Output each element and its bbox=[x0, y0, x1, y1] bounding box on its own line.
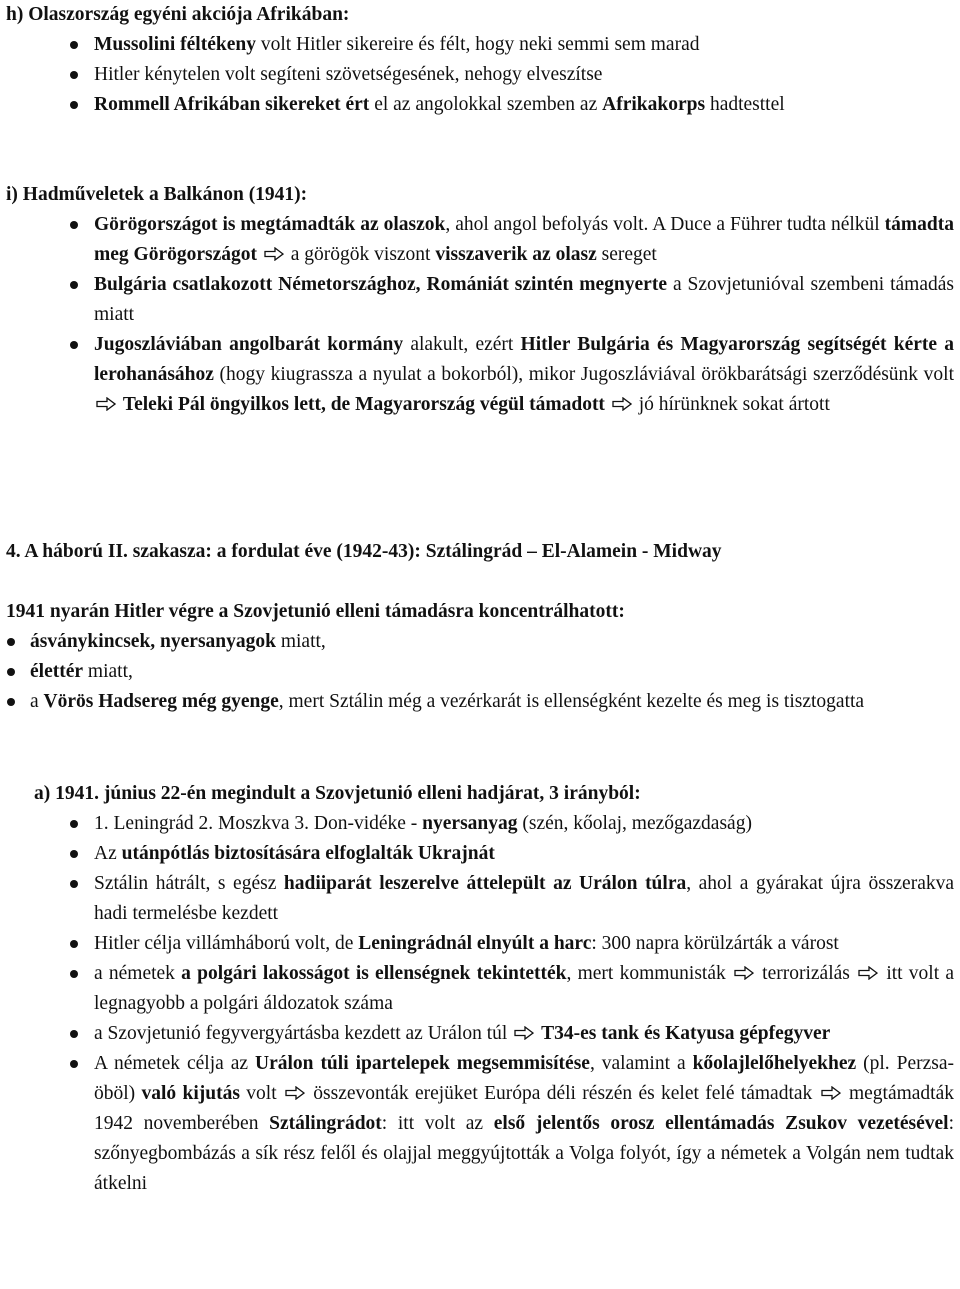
bold-text: Vörös Hadsereg még gyenge bbox=[43, 691, 279, 712]
section-a-list bbox=[0, 809, 960, 1199]
text: A németek célja az bbox=[94, 1053, 255, 1074]
bold-text: T34-es tank és Katyusa gépfegyver bbox=[541, 1023, 831, 1044]
bold-text: Görögországot is megtámadták az olaszok bbox=[94, 214, 446, 235]
text: , ahol a gyárakat újra összerakva hadi termelésbe kezdett bbox=[94, 873, 955, 924]
section-i-heading bbox=[6, 180, 956, 210]
text: hadtesttel bbox=[705, 94, 785, 115]
bold-text: Urálon túli ipartelepek megsemmisítése bbox=[254, 1053, 590, 1074]
text: (pl. Perzsa-öböl) bbox=[94, 1053, 954, 1104]
text: a görögök viszont bbox=[285, 244, 436, 265]
text: (szén, kőolaj, mezőgazdaság) bbox=[517, 813, 752, 834]
bold-text: Afrikakorps bbox=[602, 94, 706, 115]
bold-text: Mussolini féltékeny bbox=[94, 34, 256, 55]
list-item bbox=[0, 210, 960, 270]
text: a Szovjetunió fegyvergyártásba kezdett az Urálon túl bbox=[94, 1023, 513, 1044]
phase-heading bbox=[6, 537, 956, 567]
bold-text: Jugoszláviában angolbarát kormány bbox=[94, 334, 404, 355]
list-item bbox=[0, 30, 960, 60]
bold-text: Bulgária csatlakozott Németországhoz, Romániát szintén megnyerte bbox=[94, 274, 667, 295]
right-arrow-icon bbox=[612, 397, 632, 411]
text: volt bbox=[239, 1083, 283, 1104]
list-item bbox=[0, 60, 960, 90]
list-item bbox=[0, 657, 960, 687]
text: , valamint a bbox=[589, 1053, 693, 1074]
text: sereget bbox=[596, 244, 657, 265]
bold-text: való kijutás bbox=[141, 1083, 240, 1104]
section-h-list bbox=[0, 30, 960, 120]
text: Sztálin hátrált, s egész bbox=[94, 873, 284, 894]
bold-text: Hitler Bulgária és Magyarország segítségét kérte a lerohanásához bbox=[94, 334, 954, 385]
right-arrow-icon bbox=[858, 966, 878, 980]
bold-text: élettér bbox=[30, 661, 84, 682]
right-arrow-icon bbox=[514, 1026, 534, 1040]
text: 1. Leningrád 2. Moszkva 3. Don-vidéke - bbox=[94, 813, 423, 834]
bold-text: támadta meg Görögországot bbox=[94, 214, 954, 265]
list-item bbox=[0, 809, 960, 839]
section-h-block bbox=[0, 30, 960, 120]
reasons-heading-text: 1941 nyarán Hitler végre a Szovjetunió elleni támadásra koncentrálhatott: bbox=[6, 601, 625, 622]
section-h-heading-text: h) Olaszország egyéni akciója Afrikában: bbox=[6, 4, 350, 25]
list-item bbox=[0, 270, 960, 330]
section-a-block bbox=[0, 809, 960, 1199]
section-i-heading-text: i) Hadműveletek a Balkánon (1941): bbox=[6, 184, 308, 205]
list-item bbox=[0, 929, 960, 959]
list-item bbox=[0, 839, 960, 869]
bold-text: kőolajlelőhelyekhez bbox=[692, 1053, 857, 1074]
text: : szőnyegbombázás a sík rész felől és olajjal meggyújtották a Volga folyót, így a németek a Volgán nem tudtak átkelni bbox=[94, 1113, 954, 1194]
list-item bbox=[0, 1049, 960, 1199]
text: terrorizálás bbox=[755, 963, 857, 984]
text bbox=[605, 394, 610, 415]
bold-text: Rommell Afrikában sikereket ért bbox=[94, 94, 370, 115]
section-a-heading-text: a) 1941. június 22-én megindult a Szovjetunió elleni hadjárat, 3 irányból: bbox=[34, 783, 641, 804]
text: miatt, bbox=[275, 631, 326, 652]
right-arrow-icon bbox=[734, 966, 754, 980]
right-arrow-icon bbox=[264, 247, 284, 261]
section-a-heading bbox=[34, 779, 960, 809]
right-arrow-icon bbox=[821, 1086, 841, 1100]
reasons-list bbox=[0, 627, 960, 717]
text: , mert kommunisták bbox=[566, 963, 732, 984]
text: volt Hitler sikereire és félt, hogy neki semmi sem marad bbox=[255, 34, 700, 55]
list-item bbox=[0, 869, 960, 929]
text: miatt, bbox=[83, 661, 133, 682]
text: a Szovjetunióval szembeni támadás miatt bbox=[94, 274, 954, 325]
bold-text: Leningrádnál elnyúlt a harc bbox=[358, 933, 592, 954]
bold-text: nyersanyag bbox=[422, 813, 518, 834]
list-item bbox=[0, 627, 960, 657]
list-item bbox=[0, 959, 960, 1019]
text: , mert Sztálin még a vezérkarát is ellenségként kezelte és meg is tisztogatta bbox=[278, 691, 865, 712]
reasons-heading bbox=[6, 597, 956, 627]
text: jó hírünknek sokat ártott bbox=[633, 394, 830, 415]
text: itt volt a legnagyobb a polgári áldozatok száma bbox=[94, 963, 954, 1014]
right-arrow-icon bbox=[96, 397, 116, 411]
reasons-block bbox=[0, 627, 960, 717]
text bbox=[257, 244, 262, 265]
bold-text: hadiiparát leszerelve áttelepült az Urálon túlra bbox=[283, 873, 687, 894]
text: el az angolokkal szemben az bbox=[369, 94, 603, 115]
bold-text: visszaverik az olasz bbox=[435, 244, 597, 265]
text: : 300 napra körülzárták a várost bbox=[591, 933, 839, 954]
bold-text: Teleki Pál öngyilkos lett, de Magyarország végül támadott bbox=[122, 394, 605, 415]
text: alakult, ezért bbox=[403, 334, 521, 355]
text: a bbox=[30, 691, 44, 712]
bold-text: Sztálingrádot bbox=[269, 1113, 382, 1134]
list-item bbox=[0, 687, 960, 717]
text: a németek bbox=[94, 963, 182, 984]
text: összevonták erejüket Európa déli részén és kelet felé támadtak bbox=[306, 1083, 819, 1104]
text: Hitler célja villámháború volt, de bbox=[94, 933, 359, 954]
list-item bbox=[0, 90, 960, 120]
text: (hogy kiugrassza a nyulat a bokorból), mikor Jugoszláviával örökbarátsági szerződésünk volt bbox=[213, 364, 954, 385]
right-arrow-icon bbox=[285, 1086, 305, 1100]
bold-text: ásványkincsek, nyersanyagok bbox=[30, 631, 276, 652]
text: Hitler kénytelen volt segíteni szövetségesének, nehogy elveszítse bbox=[94, 64, 603, 85]
section-i-block bbox=[0, 210, 960, 420]
text: megtámadták 1942 novemberében bbox=[94, 1083, 955, 1134]
bold-text: első jelentős orosz ellentámadás Zsukov vezetésével bbox=[493, 1113, 949, 1134]
text: : itt volt az bbox=[381, 1113, 494, 1134]
list-item bbox=[0, 1019, 960, 1049]
section-i-list bbox=[0, 210, 960, 420]
list-item bbox=[0, 330, 960, 420]
text: , ahol angol befolyás volt. A Duce a Führer tudta nélkül bbox=[445, 214, 885, 235]
section-h-heading bbox=[6, 0, 956, 30]
phase-heading-text: 4. A háború II. szakasza: a fordulat éve (1942-43): Sztálingrád – El-Alamein - Midway bbox=[6, 541, 722, 562]
bold-text: utánpótlás biztosítására elfoglalták Ukrajnát bbox=[121, 843, 495, 864]
text: Az bbox=[94, 843, 122, 864]
bold-text: a polgári lakosságot is ellenségnek tekintették bbox=[181, 963, 567, 984]
